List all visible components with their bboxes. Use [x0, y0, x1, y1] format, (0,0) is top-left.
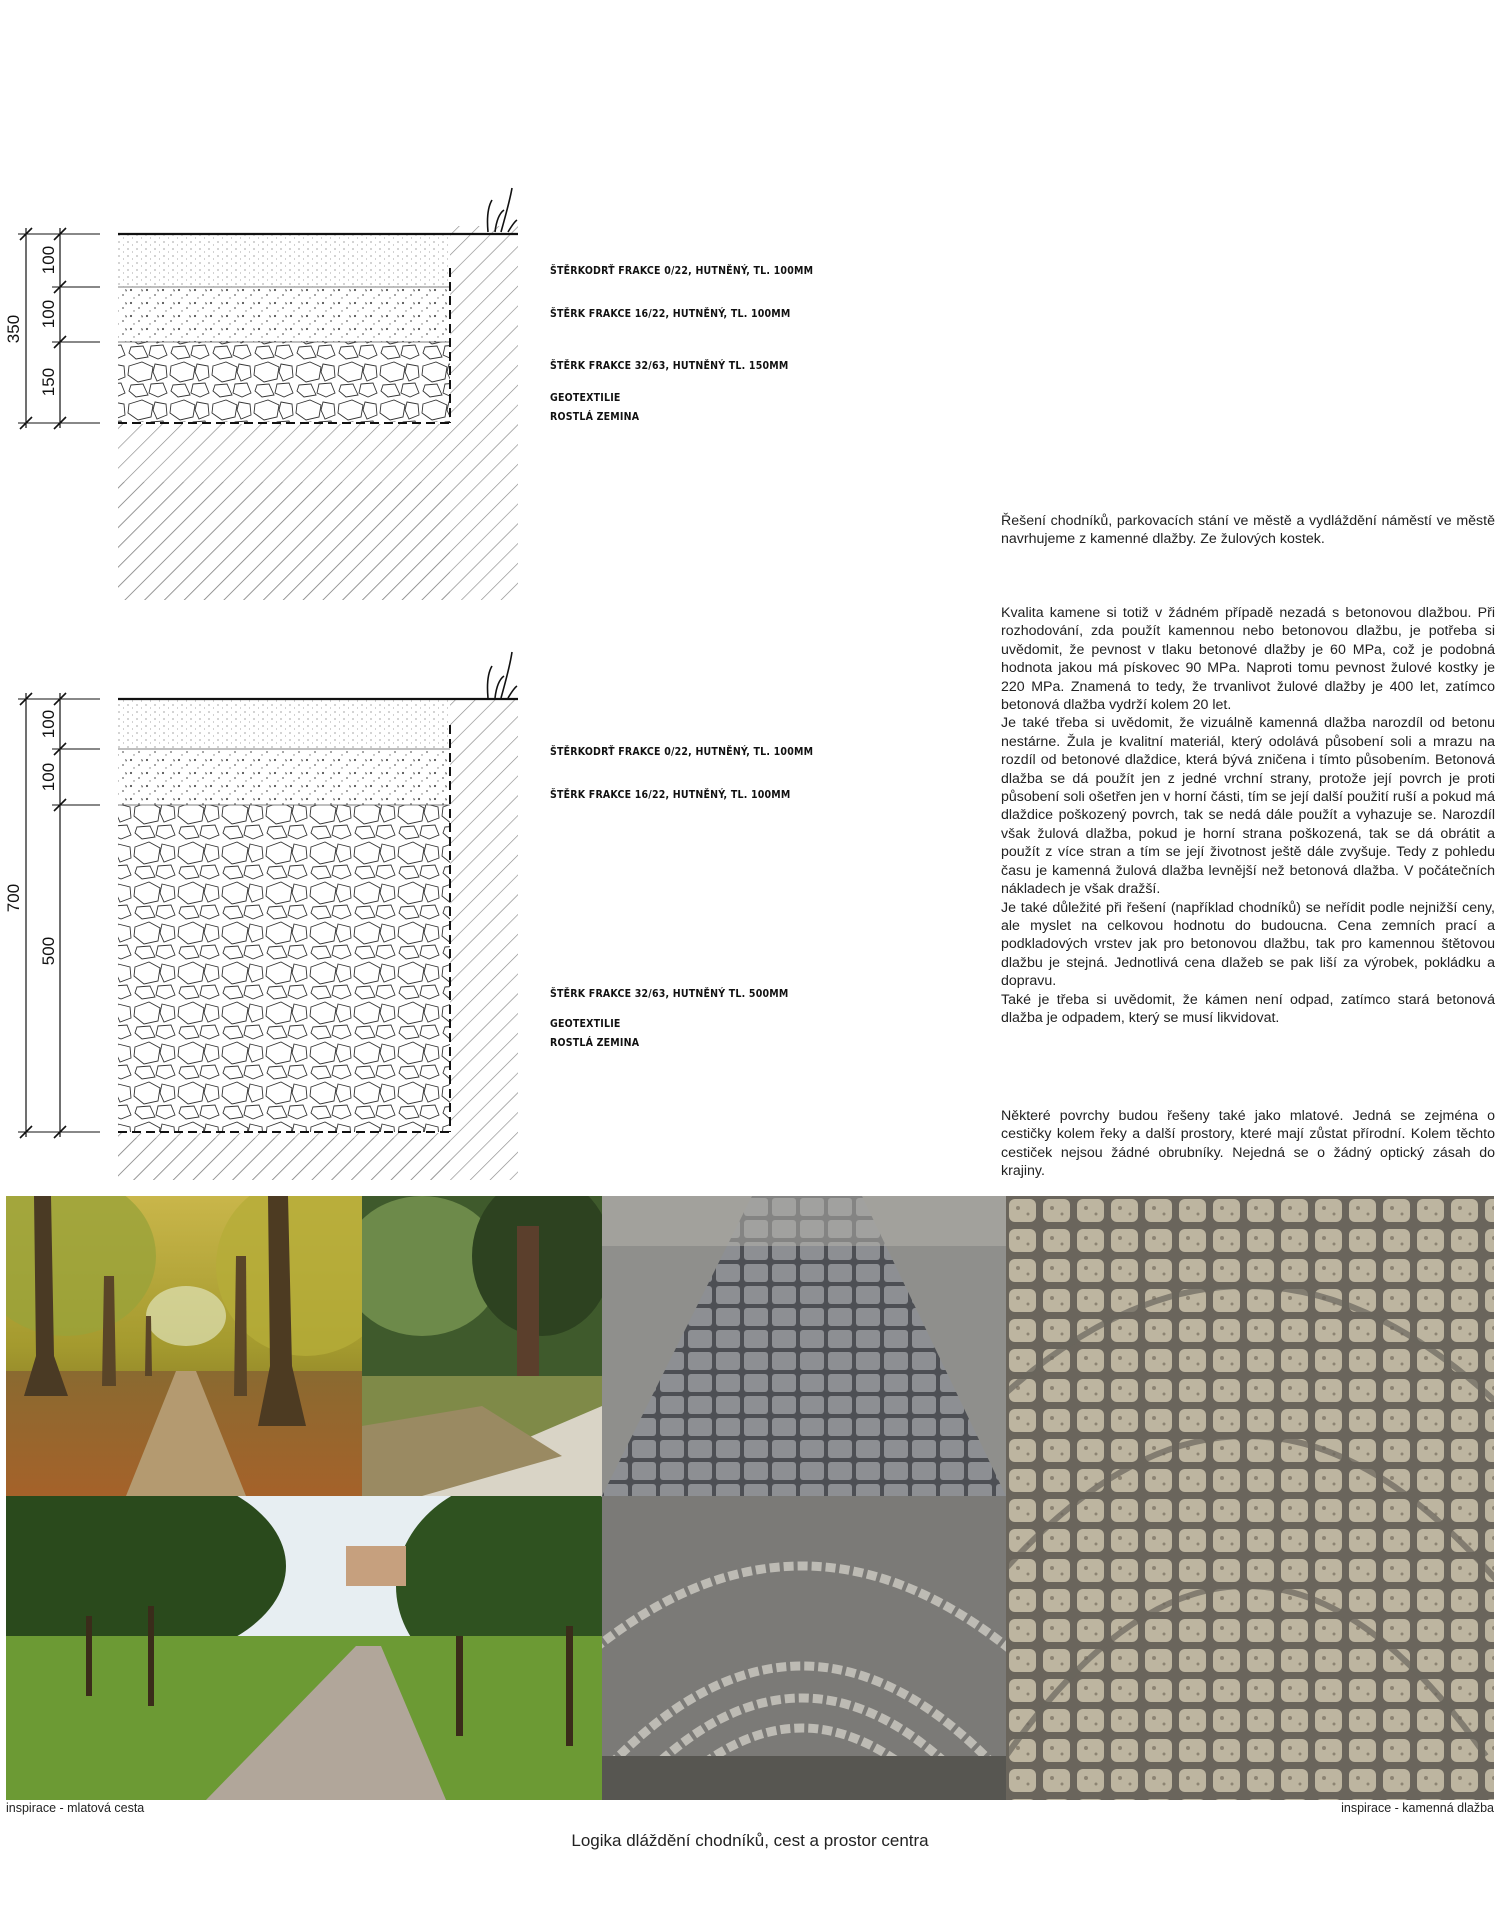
- dim-total: 700: [4, 883, 23, 913]
- layer-label: GEOTEXTILIE: [550, 1018, 621, 1030]
- layer-label: ROSTLÁ ZEMINA: [550, 1037, 640, 1049]
- photo-cobble-street: [602, 1196, 1006, 1496]
- mlat-paragraph: [1001, 1107, 1495, 1181]
- quality-paragraphs: [1001, 604, 1495, 1027]
- section-drawing-350: [0, 170, 540, 600]
- layer-label: ŠTĚRKODRŤ FRAKCE 0/22, HUTNĚNÝ, TL. 100MM: [550, 265, 814, 277]
- dim-layer-1: 100: [39, 245, 58, 275]
- photo-summer-path: [6, 1496, 602, 1800]
- quality-text: Je také důležité při řešení (například chodníků) se neřídit podle nejnižší ceny, ale myslet na celkovou hodnotu do budoucna. Cena zemních prací a podkladových vrstev jak pro betonovou dlažbu, tak pro kamennou štětovou dlažbu je stejná. Jednotlivá cena dlažeb se pak liší za výrobek, pokládku a dopravu.: [1001, 899, 1495, 990]
- page-title: Logika dláždění chodníků, cest a prostor centra: [571, 1831, 929, 1850]
- mlat-text: Některé povrchy budou řešeny také jako mlatové. Jedná se zejména o cestičky kolem řeky a další prostory, které mají zůstat přírodní. Kolem těchto cestiček nejsou žádné obrubníky. Nejedná se o žádný optický zásah do krajiny.: [1001, 1108, 1495, 1180]
- dim-layer-2: 100: [39, 299, 58, 329]
- dim-layer-2: 100: [39, 762, 58, 792]
- layer-label: ROSTLÁ ZEMINA: [550, 411, 640, 423]
- dim-layer-1: 100: [39, 709, 58, 739]
- photo-autumn-alley: [6, 1196, 362, 1496]
- layer-label: ŠTĚRK FRAKCE 32/63, HUTNĚNÝ TL. 150MM: [550, 360, 789, 372]
- layer-label: GEOTEXTILIE: [550, 392, 621, 404]
- layer-label: ŠTĚRK FRAKCE 16/22, HUTNĚNÝ, TL. 100MM: [550, 308, 791, 320]
- dim-layer-3: 150: [39, 367, 58, 397]
- quality-text: Také je třeba si uvědomit, že kámen není odpad, zatímco stará betonová dlažba je odpadem, který se musí likvidovat.: [1001, 991, 1495, 1026]
- caption-left: inspirace - mlatová cesta: [6, 1801, 145, 1815]
- photo-cobble-arcs: [602, 1496, 1006, 1800]
- section-detail-350: [0, 170, 540, 600]
- layer-label: ŠTĚRK FRAKCE 16/22, HUTNĚNÝ, TL. 100MM: [550, 789, 791, 801]
- quality-text: Je také třeba si uvědomit, že vizuálně kamenná dlažba narozdíl od betonu nestárne. Žula je kvalitní materiál, který odolává působení soli a mrazu na rozdíl od betonové dlaždice, která bývá zničena i tímto působením. Betonová dlažba se dá použít jen z jedné vrchní strany, protože její povrch je proti působení soli ošetřen jen v horní části, tím se její další použití ruší a pokud má dlaždice poškozený povrch, tak se nedá dále použít a vyhazuje se. Narozdíl však žulová dlažba, pokud je horní strana poškozená, tak se dá obrátit a použít z více stran a tím se její životnost ještě dále zvyšuje. Tedy z pohledu času je kamenná žulová dlažba levnější než betonová dlažba. V počátečních nákladech je však dražší.: [1001, 715, 1495, 898]
- photo-park-tree: [362, 1196, 602, 1496]
- caption-right: inspirace - kamenná dlažba: [1341, 1801, 1494, 1815]
- intro-paragraph: [1001, 512, 1495, 549]
- section-detail-700: [0, 640, 540, 1180]
- dim-total: 350: [4, 314, 23, 344]
- section-drawing-700: [0, 640, 540, 1180]
- layer-label: ŠTĚRK FRAKCE 32/63, HUTNĚNÝ TL. 500MM: [550, 988, 789, 1000]
- layer-label: ŠTĚRKODRŤ FRAKCE 0/22, HUTNĚNÝ, TL. 100MM: [550, 746, 814, 758]
- dim-layer-3: 500: [39, 936, 58, 966]
- quality-text: Kvalita kamene si totiž v žádném případě nezadá s betonovou dlažbou. Při rozhodování, zda použít kamennou nebo betonovou dlažbu, je potřeba si uvědomit, že pevnost v tlaku betonové dlažby je 60 MPa, což je podobná hodnota jakou má pískovec 90 MPa. Naproti tomu pevnost žulové kostky je 220 MPa. Znamená to tedy, že trvanlivot žulové dlažby je 400 let, zatímco betonová dlažba vydrží kolem 20 let.: [1001, 605, 1495, 714]
- intro-text: Řešení chodníků, parkovacích stání ve městě a vydláždění náměstí ve městě navrhujeme z kamenné dlažby. Ze žulových kostek.: [1001, 513, 1495, 548]
- photo-cobble-closeup: [1006, 1196, 1494, 1800]
